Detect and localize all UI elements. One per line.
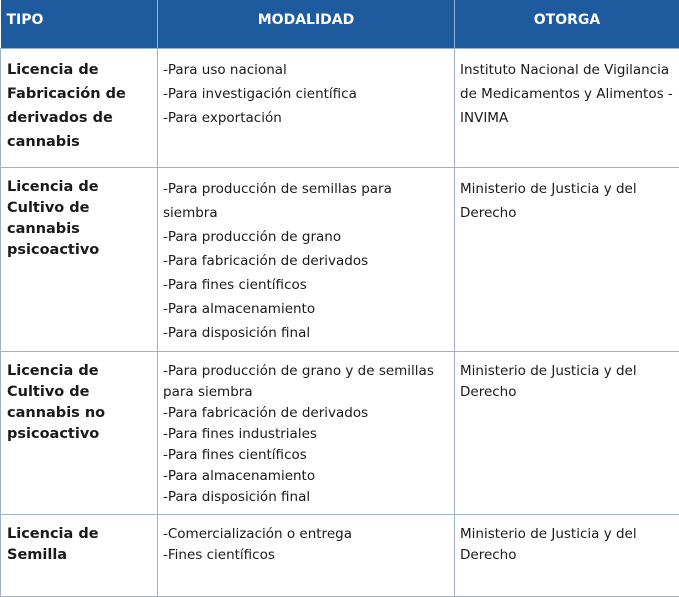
modalidad-item: -Para fines industriales xyxy=(163,424,449,445)
table-row xyxy=(1,351,679,514)
header-modalidad: MODALIDAD xyxy=(158,0,455,48)
modalidad-cell xyxy=(158,514,455,596)
otorga-cell: Ministerio de Justicia y del Derecho xyxy=(455,514,679,596)
modalidad-cell xyxy=(158,351,455,514)
modalidad-item: -Para fabricación de derivados xyxy=(163,249,449,273)
table-header-row xyxy=(1,0,679,48)
modalidad-item: -Para almacenamiento xyxy=(163,466,449,487)
table-row xyxy=(1,167,679,351)
modalidad-cell xyxy=(158,167,455,351)
modalidad-item: -Para investigación científica xyxy=(163,82,449,106)
tipo-cell: Licencia de Cultivo de cannabis psicoactivo xyxy=(1,167,158,351)
modalidad-item: -Para producción de semillas para siembra xyxy=(163,177,449,225)
header-tipo: TIPO xyxy=(1,0,158,48)
tipo-cell: Licencia de Semilla xyxy=(1,514,158,596)
otorga-cell: Instituto Nacional de Vigilancia de Medicamentos y Alimentos - INVIMA xyxy=(455,48,679,167)
table-row xyxy=(1,48,679,167)
header-otorga: OTORGA xyxy=(455,0,679,48)
otorga-cell: Ministerio de Justicia y del Derecho xyxy=(455,167,679,351)
tipo-cell: Licencia de Fabricación de derivados de cannabis xyxy=(1,48,158,167)
tipo-cell: Licencia de Cultivo de cannabis no psicoactivo xyxy=(1,351,158,514)
modalidad-item: -Para disposición final xyxy=(163,321,449,345)
table-row xyxy=(1,514,679,596)
modalidad-item: -Para fines científicos xyxy=(163,445,449,466)
modalidad-item: -Para uso nacional xyxy=(163,58,449,82)
modalidad-item: -Comercialización o entrega xyxy=(163,524,449,545)
modalidad-item: -Para disposición final xyxy=(163,487,449,508)
modalidad-item: -Fines científicos xyxy=(163,545,449,566)
modalidad-item: -Para producción de grano xyxy=(163,225,449,249)
modalidad-item: -Para fines científicos xyxy=(163,273,449,297)
modalidad-item: -Para exportación xyxy=(163,106,449,130)
modalidad-item: -Para producción de grano y de semillas para siembra xyxy=(163,361,449,403)
otorga-cell: Ministerio de Justicia y del Derecho xyxy=(455,351,679,514)
modalidad-cell xyxy=(158,48,455,167)
modalidad-item: -Para fabricación de derivados xyxy=(163,403,449,424)
modalidad-item: -Para almacenamiento xyxy=(163,297,449,321)
